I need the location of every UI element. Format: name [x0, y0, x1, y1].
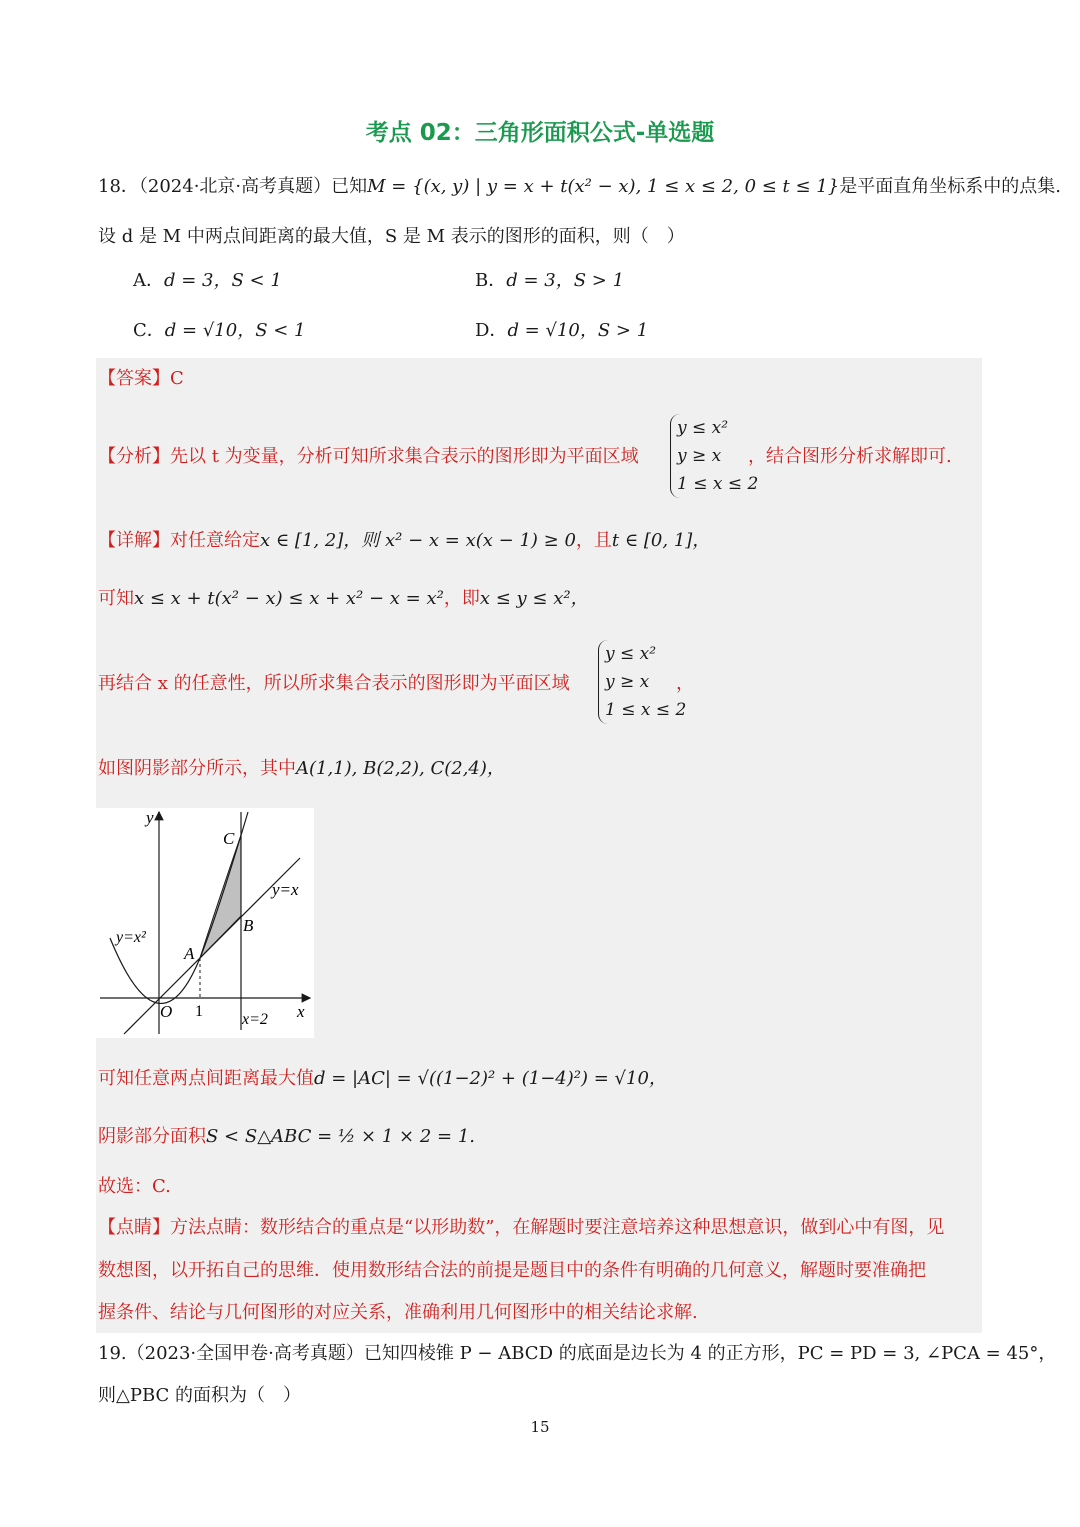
system-line: 1 ≤ x ≤ 2: [677, 474, 759, 494]
option-label: D．: [475, 320, 508, 341]
option-text: d = 3，S > 1: [506, 270, 625, 291]
system-line: y ≥ x: [677, 446, 722, 466]
detail-math: x ≤ x + t(x² − x) ≤ x + x² − x = x²: [134, 588, 444, 609]
q18-line1: [98, 174, 1061, 200]
comment-line-2: 数想图，以开拓自己的思维．使用数形结合法的前提是题目中的条件有明确的几何意义，解题时要准确把: [98, 1260, 926, 1281]
detail-text: 对任意给定: [170, 530, 260, 551]
detail-line-3: 再结合 x 的任意性，所以所求集合表示的图形即为平面区域: [98, 673, 570, 694]
answer-line: [98, 366, 184, 392]
q18-suffix: 是平面直角坐标系中的点集.: [839, 176, 1061, 197]
q18-set-expression: M = {(x, y) | y = x + t(x² − x), 1 ≤ x ≤ 2, 0 ≤ t ≤ 1}: [367, 176, 840, 197]
analysis-line: [98, 444, 639, 470]
detail-tag: 【详解】: [98, 530, 170, 551]
detail-text: 如图阴影部分所示，其中: [98, 758, 296, 779]
option-label: B．: [475, 270, 507, 291]
detail-line-5: [98, 1066, 667, 1092]
point-a-label: A: [184, 944, 195, 963]
graph-figure: [96, 808, 314, 1038]
q18-prefix: 18．（2024·北京·高考真题）已知: [98, 176, 368, 197]
detail-math: A(1,1), B(2,2), C(2,4)，: [296, 758, 505, 779]
detail-math: d = |AC| = √((1−2)² + (1−4)²) = √10，: [314, 1068, 667, 1089]
system-line: 1 ≤ x ≤ 2: [605, 700, 687, 720]
comment-line-3: 握条件、结论与几何图形的对应关系，准确利用几何图形中的相关结论求解.: [98, 1302, 698, 1323]
point-b-label: B: [243, 916, 254, 935]
line-label: y=x: [272, 880, 299, 899]
system-line: y ≤ x²: [677, 418, 729, 438]
option-c: [133, 318, 306, 344]
option-text: d = √10，S < 1: [164, 320, 306, 341]
detail-line-3-end: ，: [676, 673, 694, 694]
q19-line2: 则△PBC 的面积为（ ）: [98, 1385, 302, 1406]
option-text: d = 3，S < 1: [164, 270, 282, 291]
detail-line-6: [98, 1124, 475, 1150]
analysis-end: ，结合图形分析求解即可.: [748, 446, 952, 467]
graph-svg: [96, 808, 314, 1038]
detail-math: x ∈ [1, 2]，则 x² − x = x(x − 1) ≥ 0: [260, 530, 576, 551]
option-a: [133, 268, 282, 294]
tick-1-label: 1: [195, 1003, 203, 1020]
option-b: [475, 268, 624, 294]
detail-text: 阴影部分面积: [98, 1126, 206, 1147]
origin-label: O: [160, 1002, 173, 1021]
answer-value: C: [170, 368, 184, 389]
q18-line2: 设 d 是 M 中两点间距离的最大值，S 是 M 表示的图形的面积，则（ ）: [98, 226, 685, 247]
detail-math: x ≤ y ≤ x²，: [479, 588, 589, 609]
detail-text: ，即: [443, 588, 480, 609]
analysis-text: 先以 t 为变量，分析可知所求集合表示的图形即为平面区域: [170, 446, 639, 467]
y-axis-label: y: [146, 808, 154, 827]
answer-tag: 【答案】: [98, 368, 170, 389]
option-label: A．: [133, 270, 164, 291]
q19-line1: 19.（2023·全国甲卷·高考真题）已知四棱锥 P − ABCD 的底面是边长为 4 的正方形，PC = PD = 3, ∠PCA = 45°，: [98, 1343, 1057, 1364]
comment-tag: 【点睛】: [98, 1217, 170, 1238]
detail-math: S < S△ABC = ½ × 1 × 2 = 1.: [206, 1126, 475, 1147]
x-axis-label: x: [297, 1002, 305, 1021]
vline-label: x=2: [242, 1011, 268, 1028]
region-system-2: [598, 640, 686, 724]
system-line: y ≤ x²: [605, 644, 657, 664]
analysis-tag: 【分析】: [98, 446, 170, 467]
detail-text: 可知任意两点间距离最大值: [98, 1068, 314, 1089]
comment-text: 方法点睛：数形结合的重点是“以形助数”，在解题时要注意培养这种思想意识，做到心中有图，见: [170, 1217, 945, 1238]
system-line: y ≥ x: [605, 672, 650, 692]
option-text: d = √10，S > 1: [507, 320, 649, 341]
detail-text: ，且: [575, 530, 612, 551]
detail-line-4: [98, 756, 505, 782]
option-label: C．: [133, 320, 165, 341]
detail-line-1: [98, 528, 710, 554]
detail-line-2: [98, 586, 589, 612]
choose-line: 故选：C.: [98, 1176, 171, 1197]
option-d: [475, 318, 648, 344]
detail-text: 可知: [98, 588, 134, 609]
page-title: 考点 02：三角形面积公式-单选题: [365, 120, 715, 146]
region-system-1: [670, 414, 758, 498]
detail-math: t ∈ [0, 1]，: [611, 530, 711, 551]
comment-line-1: [98, 1215, 944, 1241]
point-c-label: C: [223, 829, 235, 848]
curve-label: y=x²: [116, 929, 146, 946]
page-number: 15: [530, 1418, 550, 1436]
